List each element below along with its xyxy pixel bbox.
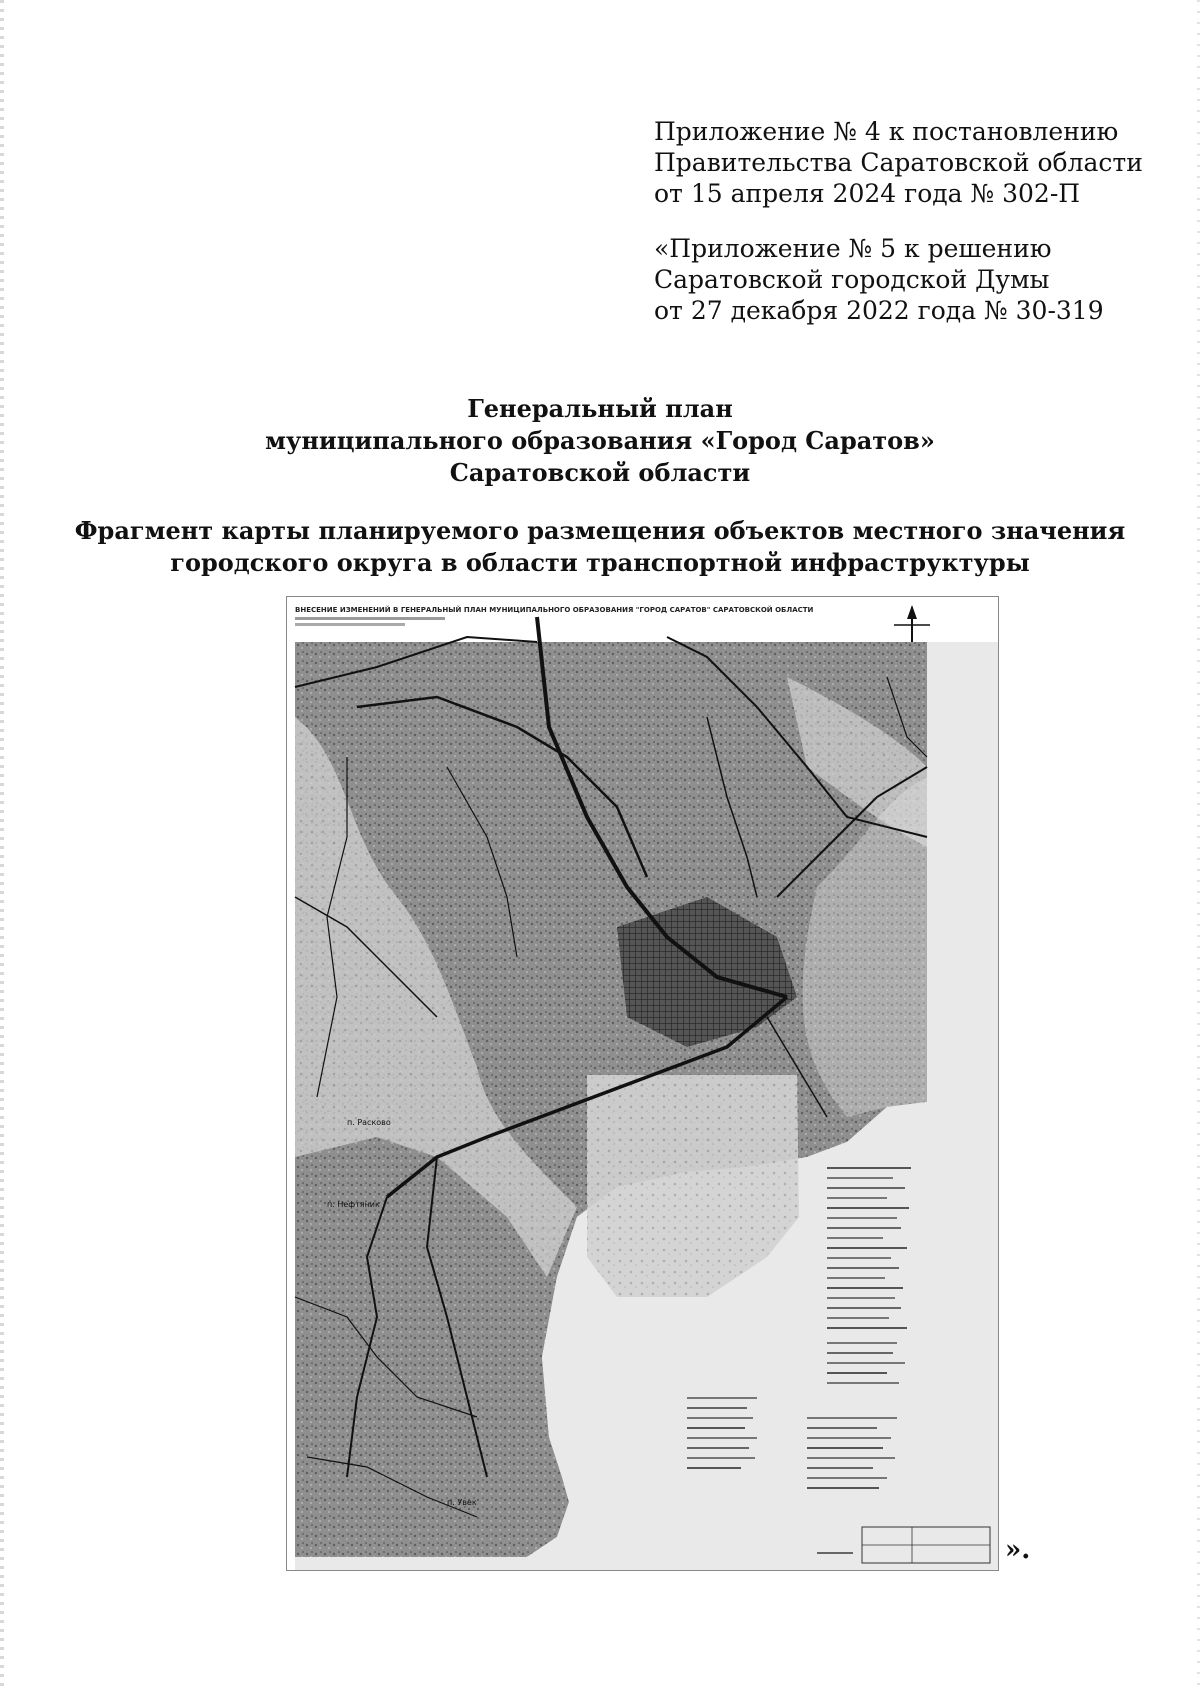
annex-original-line-3: от 27 декабря 2022 года № 30-319 [654,296,1104,325]
annex-original-line-1: «Приложение № 5 к решению [654,234,1052,263]
title-line-3: Саратовской области [449,458,751,487]
title-line-2: муниципального образования «Город Саратов» [265,426,935,455]
place-label: п. Расково [347,1118,391,1127]
map-header-text: ВНЕСЕНИЕ ИЗМЕНЕНИЙ В ГЕНЕРАЛЬНЫЙ ПЛАН МУНИЦИПАЛЬНОГО ОБРАЗОВАНИЯ "ГОРОД САРАТОВ" САРАТОВСКОЙ ОБЛАСТИ [295,606,814,614]
document-subtitle [0,515,1200,579]
map-image [287,597,998,1570]
place-label: п. Увек [447,1498,477,1507]
map-figure [286,596,999,1571]
closing-quote-mark: ». [1005,1535,1031,1565]
place-label: п. Нефтяник [327,1200,380,1209]
map-subheader-bar [295,617,445,620]
annex-original-header [654,233,1174,326]
north-arrow-icon [894,605,930,643]
document-title [0,393,1200,489]
annex-current-header [654,116,1174,209]
title-line-1: Генеральный план [467,394,733,423]
scan-edge-left [0,0,4,1686]
map-subheader-bar [295,623,405,626]
annex-original-line-2: Саратовской городской Думы [654,265,1050,294]
annex-current-line-2: Правительства Саратовской области [654,148,1143,177]
annex-current-line-3: от 15 апреля 2024 года № 302-П [654,179,1081,208]
subtitle-line-1: Фрагмент карты планируемого размещения объектов местного значения [74,516,1126,545]
annex-current-line-1: Приложение № 4 к постановлению [654,117,1119,146]
subtitle-line-2: городского округа в области транспортной инфраструктуры [170,548,1030,577]
